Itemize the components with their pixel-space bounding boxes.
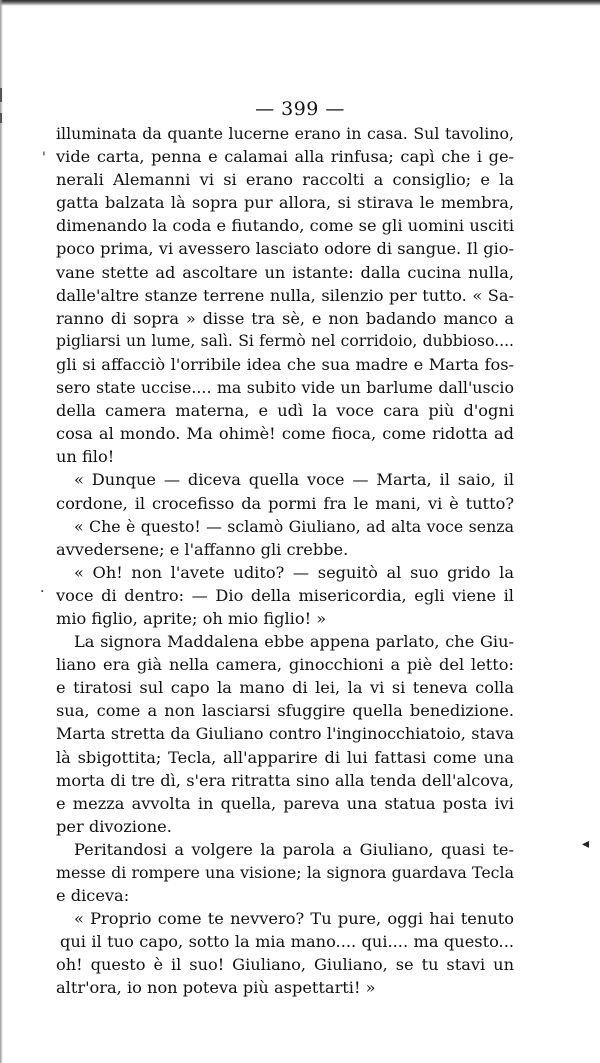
page-left-edge-shadow xyxy=(0,0,3,1063)
text-line: gli si affacciò l'orribile idea che sua madre e Marta fos- xyxy=(56,354,514,374)
text-line: e tiratosi sul capo la mano di lei, la vi si teneva colla xyxy=(56,678,514,698)
text-line: mio figlio, aprite; oh mio figlio! » xyxy=(56,608,327,628)
margin-dot: ◂ xyxy=(582,836,590,852)
text-line: ranno di sopra » disse tra sè, e non badando manco a xyxy=(56,308,514,328)
text-line: gatta balzata là sopra pur allora, si stirava le membra, xyxy=(56,193,514,213)
text-line: sero state uccise.... ma subito vide un barlume dall'uscio xyxy=(56,378,514,398)
text-line: dimenando la coda e fiutando, come se gli uomini usciti xyxy=(56,216,514,236)
text-line: « Oh! non l'avete udito? — seguitò al suo grido la xyxy=(74,562,514,582)
text-line: La signora Maddalena ebbe appena parlato, che Giu- xyxy=(74,632,514,652)
text-line: sua, come a non lasciarsi sfuggire quella benedizione. xyxy=(56,701,514,721)
text-line: vane stette ad ascoltare un istante: dalla cucina nulla, xyxy=(56,262,514,282)
text-line: Marta stretta da Giuliano contro l'inginocchiatoio, stava xyxy=(56,724,514,744)
text-line: morta di tre dì, s'era ritratta sino alla tenda dell'alcova, xyxy=(56,770,514,790)
page-top-edge-shadow xyxy=(0,0,600,6)
text-line: cosa al mondo. Ma ohimè! come fioca, come ridotta ad xyxy=(56,424,514,444)
text-line: un filo! xyxy=(56,447,115,467)
margin-dot: ' xyxy=(42,150,46,166)
text-line: Peritandosi a volgere la parola a Giuliano, quasi te- xyxy=(74,839,514,859)
text-line: vide carta, penna e calamai alla rinfusa; capì che i ge- xyxy=(56,147,514,167)
text-line: per divozione. xyxy=(56,816,172,836)
text-line: là sbigottita; Tecla, all'apparire di lui fattasi come una xyxy=(56,747,514,767)
text-line: pigliarsi un lume, salì. Si fermò nel corridoio, dubbioso.... xyxy=(56,331,514,350)
text-line: e diceva: xyxy=(56,886,130,906)
text-line: « Proprio come te nevvero? Tu pure, oggi hai tenuto xyxy=(74,909,514,929)
text-line: « Dunque — diceva quella voce — Marta, il saio, il xyxy=(74,470,514,490)
page-number: — 399 — xyxy=(255,98,345,120)
text-line: nerali Alemanni vi si erano raccolti a consiglio; e la xyxy=(56,170,514,190)
text-line: e mezza avvolta in quella, pareva una statua posta ivi xyxy=(56,793,514,813)
text-line: cordone, il crocefisso da pormi fra le mani, vi è tutto? xyxy=(56,493,514,513)
text-line: poco prima, vi avessero lasciato odore di sangue. Il gio- xyxy=(56,239,514,259)
text-line: « Che è questo! — sclamò Giuliano, ad alta voce senza xyxy=(74,516,514,536)
text-line: della camera materna, e udì la voce cara più d'ogni xyxy=(56,401,514,421)
text-line: qui il tuo capo, sotto la mia mano.... qui.... ma questo... xyxy=(60,932,514,952)
text-line: voce di dentro: — Dio della misericordia, egli viene il xyxy=(56,585,514,605)
text-line: illuminata da quante lucerne erano in casa. Sul tavolino, xyxy=(56,124,514,143)
body-text xyxy=(56,122,514,1000)
margin-dot: . xyxy=(40,580,45,596)
text-line: oh! questo è il suo! Giuliano, Giuliano, se tu stavi un xyxy=(56,955,514,975)
text-line: altr'ora, io non poteva più aspettarti! » xyxy=(56,978,376,998)
text-line: avvedersene; e l'affanno gli crebbe. xyxy=(56,539,349,559)
text-line: liano era già nella camera, ginocchioni a piè del letto: xyxy=(56,655,514,675)
text-line: messe di rompere una visione; la signora guardava Tecla xyxy=(56,863,514,882)
text-line: dalle'altre stanze terrene nulla, silenzio per tutto. « Sa- xyxy=(56,285,514,305)
